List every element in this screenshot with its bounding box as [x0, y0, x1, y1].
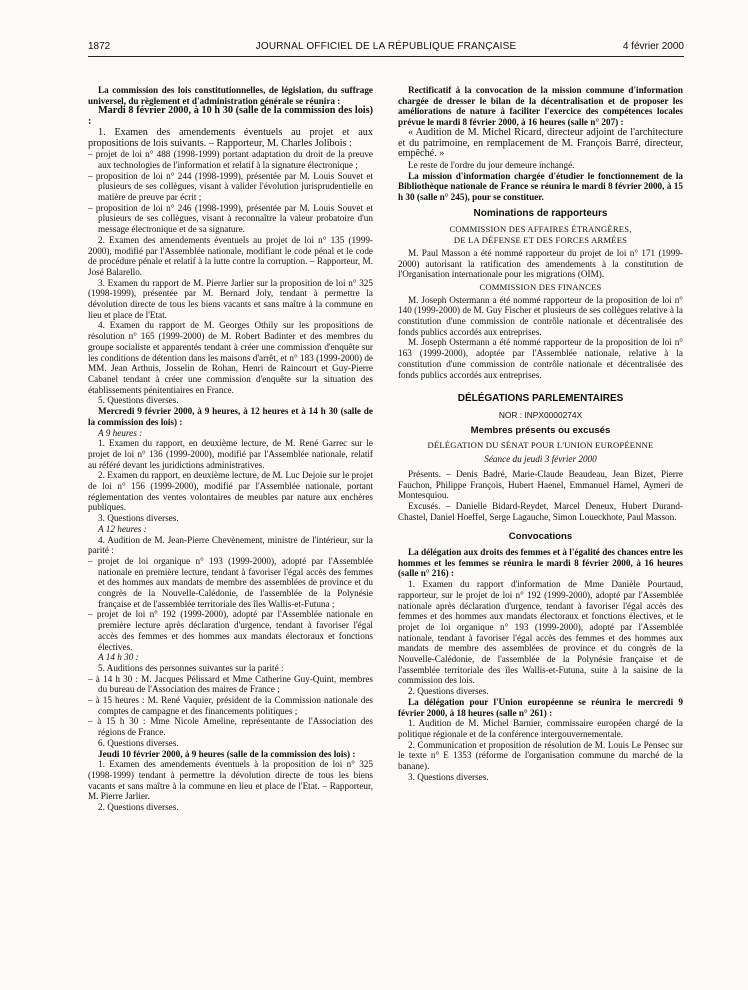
jeudi-heading: Jeudi 10 février 2000, à 9 heures (salle de la commission des lois) :	[98, 748, 356, 759]
issue-date: 4 février 2000	[622, 41, 684, 52]
agenda-item: 1. Examen du rapport d'information de Mme Danièle Pourtaud, rapporteur, sur le projet de loi n° 192 (1999-2000), adopté par l'Assemblée nationale après déclaration d'urgence, tendant à favoriser l'égal accès des femmes et des hommes aux mandats électoraux et fonctions électives, et le projet de loi organique n° 193 (1999-2000), adopté par l'Assemblée nationale, tendant à favoriser l'égal accès des femmes et des hommes aux mandats de membre des assemblées de province et du congrès de la Nouvelle-Calédonie, de l'assemblée de la Polynésie française et de l'assemblée territoriale des îles Wallis-et-Futuna, suite à la saisine de la commission des lois.	[398, 579, 683, 686]
page-number: 1872	[88, 41, 111, 52]
time-subheading: A 14 h 30 :	[98, 652, 139, 663]
mission-bnf-notice: La mission d'information chargée d'étudier le fonctionnement de la Bibliothèque nationale de France se réunira le mardi 8 février 2000, à 15 h 30 (salle n° 245), pour se constituer.	[398, 170, 683, 203]
delegation-ue-heading: DÉLÉGATION DU SÉNAT POUR L'UNION EUROPÉENNE	[427, 440, 654, 451]
agenda-item: 3. Examen du rapport de M. Pierre Jarlier sur la proposition de loi n° 325 (1998-1999), présentée par M. Bernard Joly, tendant à permettre la dévolution directe de tous les biens vacants et sans maître à la commune en lieu et place de l'Etat.	[88, 277, 373, 320]
agenda-item: 6. Questions diverses.	[98, 737, 179, 748]
right-column	[398, 85, 683, 782]
agenda-subitem: – proposition de loi n° 244 (1998-1999), présentée par M. Louis Souvet et plusieurs de ses collègues, visant à valider l'évolution jurisprudentielle en matière de preuve par écrit ;	[88, 170, 373, 203]
agenda-subitem: – à 15 heures : M. René Vaquier, président de la Commission nationale des comptes de campagne et des financements politiques ;	[88, 695, 373, 716]
rectificatif-rest: Le reste de l'ordre du jour demeure inchangé.	[408, 159, 575, 170]
agenda-subitem: – projet de loi organique n° 193 (1999-2000), adopté par l'Assemblée nationale en première lecture, tendant à favoriser l'égal accès des femmes et des hommes aux mandats de membre des assemblées de province et du congrès de la Nouvelle-Calédonie, de l'assemblée de la Polynésie française et de l'assemblée territoriale des îles Wallis-et-Futuna ;	[88, 555, 373, 609]
agenda-item: 2. Questions diverses.	[408, 686, 489, 697]
rectificatif-quote: « Audition de M. Michel Ricard, directeur adjoint de l'architecture et du patrimoine, en remplacement de M. François Barré, directeur, empêché. »	[398, 126, 683, 160]
excuses-list: Excusés. – Danielle Bidard-Reydet, Marcel Deneux, Hubert Durand-Chastel, Daniel Hoeffel, Serge Lagauche, Simon Loueckhote, Paul Masson.	[398, 500, 683, 522]
union-europeenne-notice: La délégation pour l'Union européenne se réunira le mercredi 9 février 2000, à 18 heures (salle n° 261) :	[398, 696, 683, 718]
membres-heading: Membres présents ou excusés	[470, 424, 611, 436]
droits-femmes-notice: La délégation aux droits des femmes et à l'égalité des chances entre les hommes et les femmes se réunira le mardi 8 février 2000, à 16 heures (salle n° 216) :	[398, 547, 683, 579]
agenda-subitem: – projet de loi n° 192 (1999-2000), adopté par l'Assemblée nationale en première lecture après déclaration d'urgence, tendant à favoriser l'égal accès des femmes et des hommes aux mandats électoraux et fonctions électives.	[88, 609, 373, 652]
agenda-item: 1. Examen du rapport, en deuxième lecture, de M. René Garrec sur le projet de loi n° 136 (1999-2000), modifié par l'Assemblée nationale, relatif au référé devant les juridictions administratives.	[88, 438, 373, 470]
agenda-item: 5. Auditions des personnes suivantes sur la parité :	[98, 662, 284, 673]
convocations-heading: Convocations	[508, 531, 573, 543]
agenda-item: 2. Examen du rapport, en deuxième lecture, de M. Luc Dejoie sur le projet de loi n° 156 (1999-2000), modifié par l'Assemblée nationale, portant réglementation des ventes volontaires de meubles par nature aux enchères publiques.	[88, 470, 373, 513]
commission-finances: COMMISSION DES FINANCES	[479, 281, 602, 292]
agenda-item: 1. Audition de M. Michel Barnier, commissaire européen chargé de la politique régionale et de la conférence intergouvernementale.	[398, 718, 683, 739]
agenda-item: 3. Questions diverses.	[408, 771, 489, 782]
agenda-item: 4. Examen du rapport de M. Georges Othily sur les propositions de résolution n° 165 (1999-2000) de M. Robert Badinter et des membres du groupe socialiste et apparentés tendant à créer une commission d'enquête sur les conditions de détention dans les maisons d'arrêt, et n° 183 (1999-2000) de MM. Jean Arthuis, Josselin de Rohan, Henri de Raincourt et Guy-Pierre Cabanel tendant à créer une commission d'enquête sur la situation des établissements pénitentiaires en France.	[88, 320, 373, 395]
agenda-item: 4. Audition de M. Jean-Pierre Chevènement, ministre de l'intérieur, sur la parité :	[88, 534, 373, 556]
agenda-subitem: – projet de loi n° 488 (1998-1999) portant adaptation du droit de la preuve aux technologies de l'information et relatif à la signature électronique ;	[88, 149, 373, 170]
left-column	[88, 85, 373, 813]
agenda-item: 2. Questions diverses.	[98, 802, 179, 813]
agenda-item: 2. Communication et proposition de résolution de M. Louis Le Pensec sur le texte n° E 1353 (réforme de l'organisation commune du marché de la banane).	[398, 739, 683, 772]
agenda-item: 1. Examen des amendements éventuels à la proposition de loi n° 325 (1998-1999) tendant à permettre la dévolution directe de tous les biens vacants et sans maître à la commune en lieu et place de l'Etat. – Rapporteur, M. Pierre Jarlier.	[88, 759, 373, 802]
nor-reference: NOR : INPX0000274X	[498, 409, 583, 420]
delegations-heading: DÉLÉGATIONS PARLEMENTAIRES	[457, 393, 624, 405]
nomination-item: M. Joseph Ostermann a été nommé rapporteur de la proposition de loi n° 140 (1999-2000) de M. Guy Fischer et plusieurs de ses collègues relative à la constitution d'une commission de contrôle nationale et décentralisée des fonds publics accordés aux entreprises.	[398, 294, 683, 337]
nominations-heading: Nominations de rapporteurs	[473, 207, 608, 219]
agenda-subitem: – à 15 h 30 : Mme Nicole Ameline, représentante de l'Association des régions de France.	[88, 716, 373, 738]
presents-list: Présents. – Denis Badré, Marie-Claude Beaudeau, Jean Bizet, Pierre Fauchon, Philippe François, Hubert Haenel, Emmanuel Hamel, Aymeri de Montesquiou.	[398, 468, 683, 501]
commission-lois-intro: La commission des lois constitutionnelles, de législation, du suffrage universel, du règlement et d'administration générale se réunira :	[88, 85, 373, 106]
header-rule	[88, 56, 684, 57]
agenda-item: 5. Questions diverses.	[98, 395, 179, 406]
agenda-item: 2. Examen des amendements éventuels au projet de loi n° 135 (1999-2000), modifié par l'Assemblée nationale, modifiant le code pénal et le code de procédure pénale et relatif à la lutte contre la corruption. – Rapporteur, M. José Balarello.	[88, 234, 373, 277]
time-subheading: A 9 heures :	[98, 427, 143, 438]
agenda-subitem: – proposition de loi n° 246 (1998-1999), présentée par M. Louis Souvet et plusieurs de ses collègues, visant à reconnaître la valeur probatoire d'un message électronique et de sa signature.	[88, 202, 373, 235]
mardi-heading: Mardi 8 février 2000, à 10 h 30 (salle de la commission des lois) :	[88, 105, 373, 128]
mercredi-heading: Mercredi 9 février 2000, à 9 heures, à 12 heures et à 14 h 30 (salle de la commission des lois) :	[88, 406, 373, 427]
rectificatif-notice: Rectificatif à la convocation de la mission commune d'information chargée de dresser le bilan de la décentralisation et de proposer les améliorations de nature à faciliter l'exercice des compétences locales prévue le mardi 8 février 2000, à 16 heures (salle n° 207) :	[398, 85, 683, 128]
page-header	[88, 41, 684, 55]
agenda-item: 3. Questions diverses.	[98, 513, 179, 524]
seance-date: Séance du jeudi 3 février 2000	[484, 454, 597, 465]
nomination-item: M. Joseph Ostermann a été nommé rapporteur de la proposition de loi n° 163 (1999-2000), adoptée par l'Assemblée nationale, relative à la constitution d'une commission de contrôle nationale et décentralisée des fonds publics accordés aux entreprises.	[398, 337, 683, 380]
time-subheading: A 12 heures :	[98, 523, 147, 534]
agenda-subitem: – à 14 h 30 : M. Jacques Pélissard et Mme Catherine Guy-Quint, membres du bureau de l'Association des maires de France ;	[88, 673, 373, 695]
journal-title: JOURNAL OFFICIEL DE LA RÉPUBLIQUE FRANÇAISE	[255, 41, 517, 52]
agenda-item: 1. Examen des amendements éventuels au projet et aux propositions de lois suivants. – Rapporteur, M. Charles Jolibois :	[88, 126, 373, 149]
nomination-item: M. Paul Masson a été nommé rapporteur du projet de loi n° 171 (1999-2000) autorisant la ratification des amendements à la constitution de l'Organisation internationale pour les migrations (OIM).	[398, 247, 683, 280]
commission-affaires-etrangeres: COMMISSION DES AFFAIRES ÉTRANGÈRES, DE LA DÉFENSE ET DES FORCES ARMÉES	[449, 224, 632, 246]
